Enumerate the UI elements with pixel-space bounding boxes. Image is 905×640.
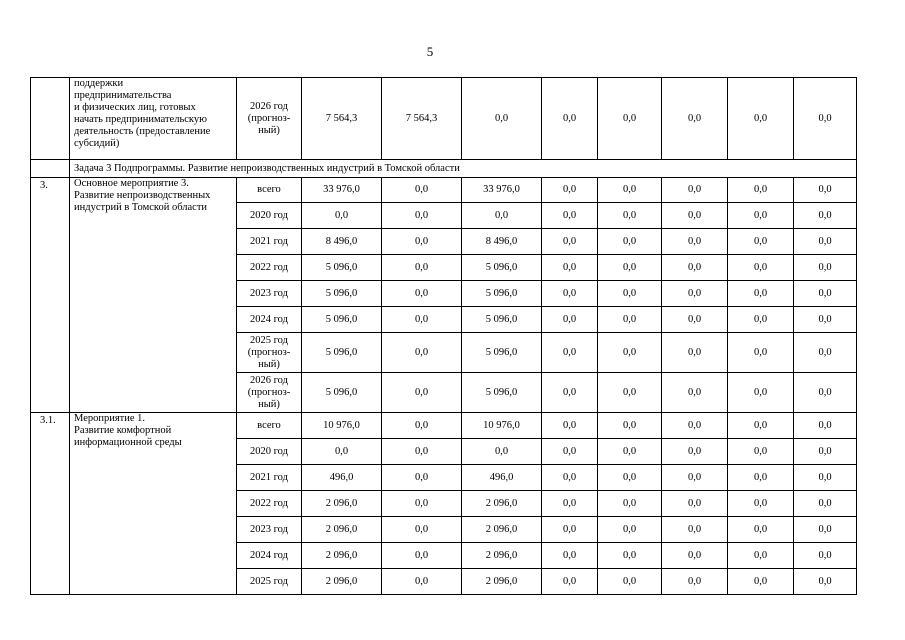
year-cell: 2022 год (237, 255, 302, 281)
amount-cell: 0,0 (382, 491, 462, 517)
amount-cell: 5 096,0 (462, 281, 542, 307)
year-cell: 2021 год (237, 229, 302, 255)
amount-cell: 0,0 (794, 307, 857, 333)
amount-cell: 0,0 (728, 307, 794, 333)
amount-cell: 33 976,0 (462, 178, 542, 203)
year-cell: всего (237, 413, 302, 439)
table-row (31, 78, 857, 160)
page-number: 5 (426, 44, 434, 59)
amount-cell: 2 096,0 (462, 569, 542, 595)
amount-cell: 0,0 (598, 281, 662, 307)
amount-cell: 0,0 (382, 373, 462, 413)
amount-cell: 0,0 (598, 491, 662, 517)
amount-cell: 0,0 (662, 307, 728, 333)
amount-cell: 5 096,0 (302, 307, 382, 333)
amount-cell: 0,0 (382, 333, 462, 373)
amount-cell: 0,0 (542, 465, 598, 491)
measure-name-cell: Основное мероприятие 3. Развитие непроизводственных индустрий в Томской области (70, 178, 237, 413)
amount-cell: 0,0 (794, 203, 857, 229)
amount-cell: 0,0 (382, 413, 462, 439)
amount-cell: 0,0 (542, 491, 598, 517)
amount-cell: 0,0 (728, 439, 794, 465)
amount-cell: 0,0 (382, 465, 462, 491)
amount-cell: 0,0 (542, 439, 598, 465)
year-cell: 2024 год (237, 543, 302, 569)
amount-cell: 0,0 (662, 229, 728, 255)
amount-cell: 0,0 (382, 178, 462, 203)
amount-cell: 0,0 (302, 439, 382, 465)
amount-cell: 0,0 (728, 333, 794, 373)
amount-cell: 0,0 (728, 203, 794, 229)
amount-cell: 0,0 (794, 517, 857, 543)
year-cell: 2023 год (237, 517, 302, 543)
amount-cell: 0,0 (794, 439, 857, 465)
amount-cell: 5 096,0 (302, 255, 382, 281)
amount-cell: 0,0 (598, 413, 662, 439)
amount-cell: 0,0 (598, 255, 662, 281)
amount-cell: 2 096,0 (302, 569, 382, 595)
amount-cell: 0,0 (382, 281, 462, 307)
amount-cell: 0,0 (728, 229, 794, 255)
amount-cell: 0,0 (542, 307, 598, 333)
amount-cell: 0,0 (662, 281, 728, 307)
amount-cell: 0,0 (794, 78, 857, 160)
amount-cell: 0,0 (728, 178, 794, 203)
amount-cell: 0,0 (662, 203, 728, 229)
amount-cell: 0,0 (598, 543, 662, 569)
amount-cell: 10 976,0 (302, 413, 382, 439)
table-row (31, 178, 857, 203)
amount-cell: 0,0 (598, 203, 662, 229)
amount-cell: 0,0 (542, 569, 598, 595)
amount-cell: 0,0 (462, 78, 542, 160)
amount-cell: 0,0 (794, 413, 857, 439)
amount-cell: 0,0 (598, 373, 662, 413)
amount-cell: 0,0 (382, 255, 462, 281)
amount-cell: 0,0 (382, 517, 462, 543)
amount-cell: 0,0 (662, 491, 728, 517)
amount-cell: 7 564,3 (382, 78, 462, 160)
amount-cell: 2 096,0 (302, 491, 382, 517)
amount-cell: 0,0 (728, 569, 794, 595)
amount-cell: 0,0 (542, 413, 598, 439)
amount-cell: 0,0 (462, 439, 542, 465)
amount-cell: 0,0 (598, 307, 662, 333)
amount-cell: 0,0 (794, 465, 857, 491)
amount-cell: 0,0 (598, 465, 662, 491)
amount-cell: 0,0 (542, 78, 598, 160)
measure-name-cell: поддержки предпринимательства и физических лиц, готовых начать предпринимательскую деятельность (предоставление субсидий) (70, 78, 237, 160)
year-cell: 2024 год (237, 307, 302, 333)
amount-cell: 0,0 (542, 178, 598, 203)
amount-cell: 33 976,0 (302, 178, 382, 203)
amount-cell: 5 096,0 (302, 281, 382, 307)
amount-cell: 0,0 (728, 255, 794, 281)
task-title-cell: Задача 3 Подпрограммы. Развитие непроизводственных индустрий в Томской области (70, 160, 857, 178)
amount-cell: 0,0 (382, 569, 462, 595)
amount-cell: 0,0 (542, 517, 598, 543)
year-cell: 2020 год (237, 203, 302, 229)
row-number-cell (31, 160, 70, 178)
amount-cell: 10 976,0 (462, 413, 542, 439)
year-cell: 2021 год (237, 465, 302, 491)
amount-cell: 0,0 (662, 439, 728, 465)
amount-cell: 0,0 (662, 465, 728, 491)
amount-cell: 0,0 (542, 255, 598, 281)
amount-cell: 5 096,0 (462, 307, 542, 333)
year-cell: 2022 год (237, 491, 302, 517)
amount-cell: 8 496,0 (302, 229, 382, 255)
task-row (31, 160, 857, 178)
row-number-cell (31, 78, 70, 160)
amount-cell: 0,0 (662, 517, 728, 543)
amount-cell: 0,0 (728, 78, 794, 160)
amount-cell: 0,0 (794, 229, 857, 255)
amount-cell: 0,0 (662, 78, 728, 160)
table-row (31, 413, 857, 439)
amount-cell: 0,0 (598, 78, 662, 160)
amount-cell: 0,0 (542, 229, 598, 255)
amount-cell: 0,0 (794, 281, 857, 307)
amount-cell: 0,0 (542, 203, 598, 229)
amount-cell: 0,0 (728, 543, 794, 569)
amount-cell: 2 096,0 (462, 543, 542, 569)
amount-cell: 0,0 (382, 229, 462, 255)
row-number-cell: 3.1. (31, 413, 70, 595)
amount-cell: 5 096,0 (462, 255, 542, 281)
amount-cell: 0,0 (662, 255, 728, 281)
amount-cell: 0,0 (662, 333, 728, 373)
amount-cell: 0,0 (662, 543, 728, 569)
amount-cell: 0,0 (662, 569, 728, 595)
amount-cell: 7 564,3 (302, 78, 382, 160)
amount-cell: 0,0 (662, 178, 728, 203)
amount-cell: 0,0 (382, 439, 462, 465)
amount-cell: 2 096,0 (302, 517, 382, 543)
amount-cell: 2 096,0 (302, 543, 382, 569)
amount-cell: 5 096,0 (302, 373, 382, 413)
amount-cell: 0,0 (662, 413, 728, 439)
amount-cell: 0,0 (728, 413, 794, 439)
amount-cell: 0,0 (728, 491, 794, 517)
amount-cell: 5 096,0 (462, 373, 542, 413)
amount-cell: 0,0 (542, 373, 598, 413)
amount-cell: 0,0 (598, 439, 662, 465)
budget-table-body (31, 78, 857, 595)
amount-cell: 0,0 (382, 203, 462, 229)
amount-cell: 0,0 (728, 465, 794, 491)
amount-cell: 0,0 (794, 491, 857, 517)
amount-cell: 2 096,0 (462, 517, 542, 543)
amount-cell: 0,0 (542, 281, 598, 307)
amount-cell: 0,0 (728, 373, 794, 413)
year-cell: всего (237, 178, 302, 203)
budget-table (30, 77, 857, 595)
amount-cell: 0,0 (598, 517, 662, 543)
amount-cell: 0,0 (302, 203, 382, 229)
amount-cell: 0,0 (794, 255, 857, 281)
amount-cell: 0,0 (598, 569, 662, 595)
amount-cell: 0,0 (794, 543, 857, 569)
amount-cell: 8 496,0 (462, 229, 542, 255)
amount-cell: 0,0 (598, 178, 662, 203)
amount-cell: 5 096,0 (302, 333, 382, 373)
amount-cell: 0,0 (598, 229, 662, 255)
amount-cell: 2 096,0 (462, 491, 542, 517)
amount-cell: 0,0 (728, 281, 794, 307)
measure-name-cell: Мероприятие 1. Развитие комфортной информационной среды (70, 413, 237, 595)
amount-cell: 0,0 (542, 543, 598, 569)
amount-cell: 0,0 (794, 569, 857, 595)
year-cell: 2026 год (прогноз- ный) (237, 373, 302, 413)
amount-cell: 5 096,0 (462, 333, 542, 373)
year-cell: 2020 год (237, 439, 302, 465)
amount-cell: 496,0 (462, 465, 542, 491)
amount-cell: 0,0 (662, 373, 728, 413)
amount-cell: 496,0 (302, 465, 382, 491)
year-cell: 2026 год (прогноз- ный) (237, 78, 302, 160)
amount-cell: 0,0 (598, 333, 662, 373)
amount-cell: 0,0 (382, 307, 462, 333)
amount-cell: 0,0 (542, 333, 598, 373)
year-cell: 2025 год (237, 569, 302, 595)
amount-cell: 0,0 (794, 373, 857, 413)
amount-cell: 0,0 (794, 178, 857, 203)
year-cell: 2025 год (прогноз- ный) (237, 333, 302, 373)
year-cell: 2023 год (237, 281, 302, 307)
amount-cell: 0,0 (794, 333, 857, 373)
amount-cell: 0,0 (382, 543, 462, 569)
row-number-cell: 3. (31, 178, 70, 413)
amount-cell: 0,0 (728, 517, 794, 543)
amount-cell: 0,0 (462, 203, 542, 229)
